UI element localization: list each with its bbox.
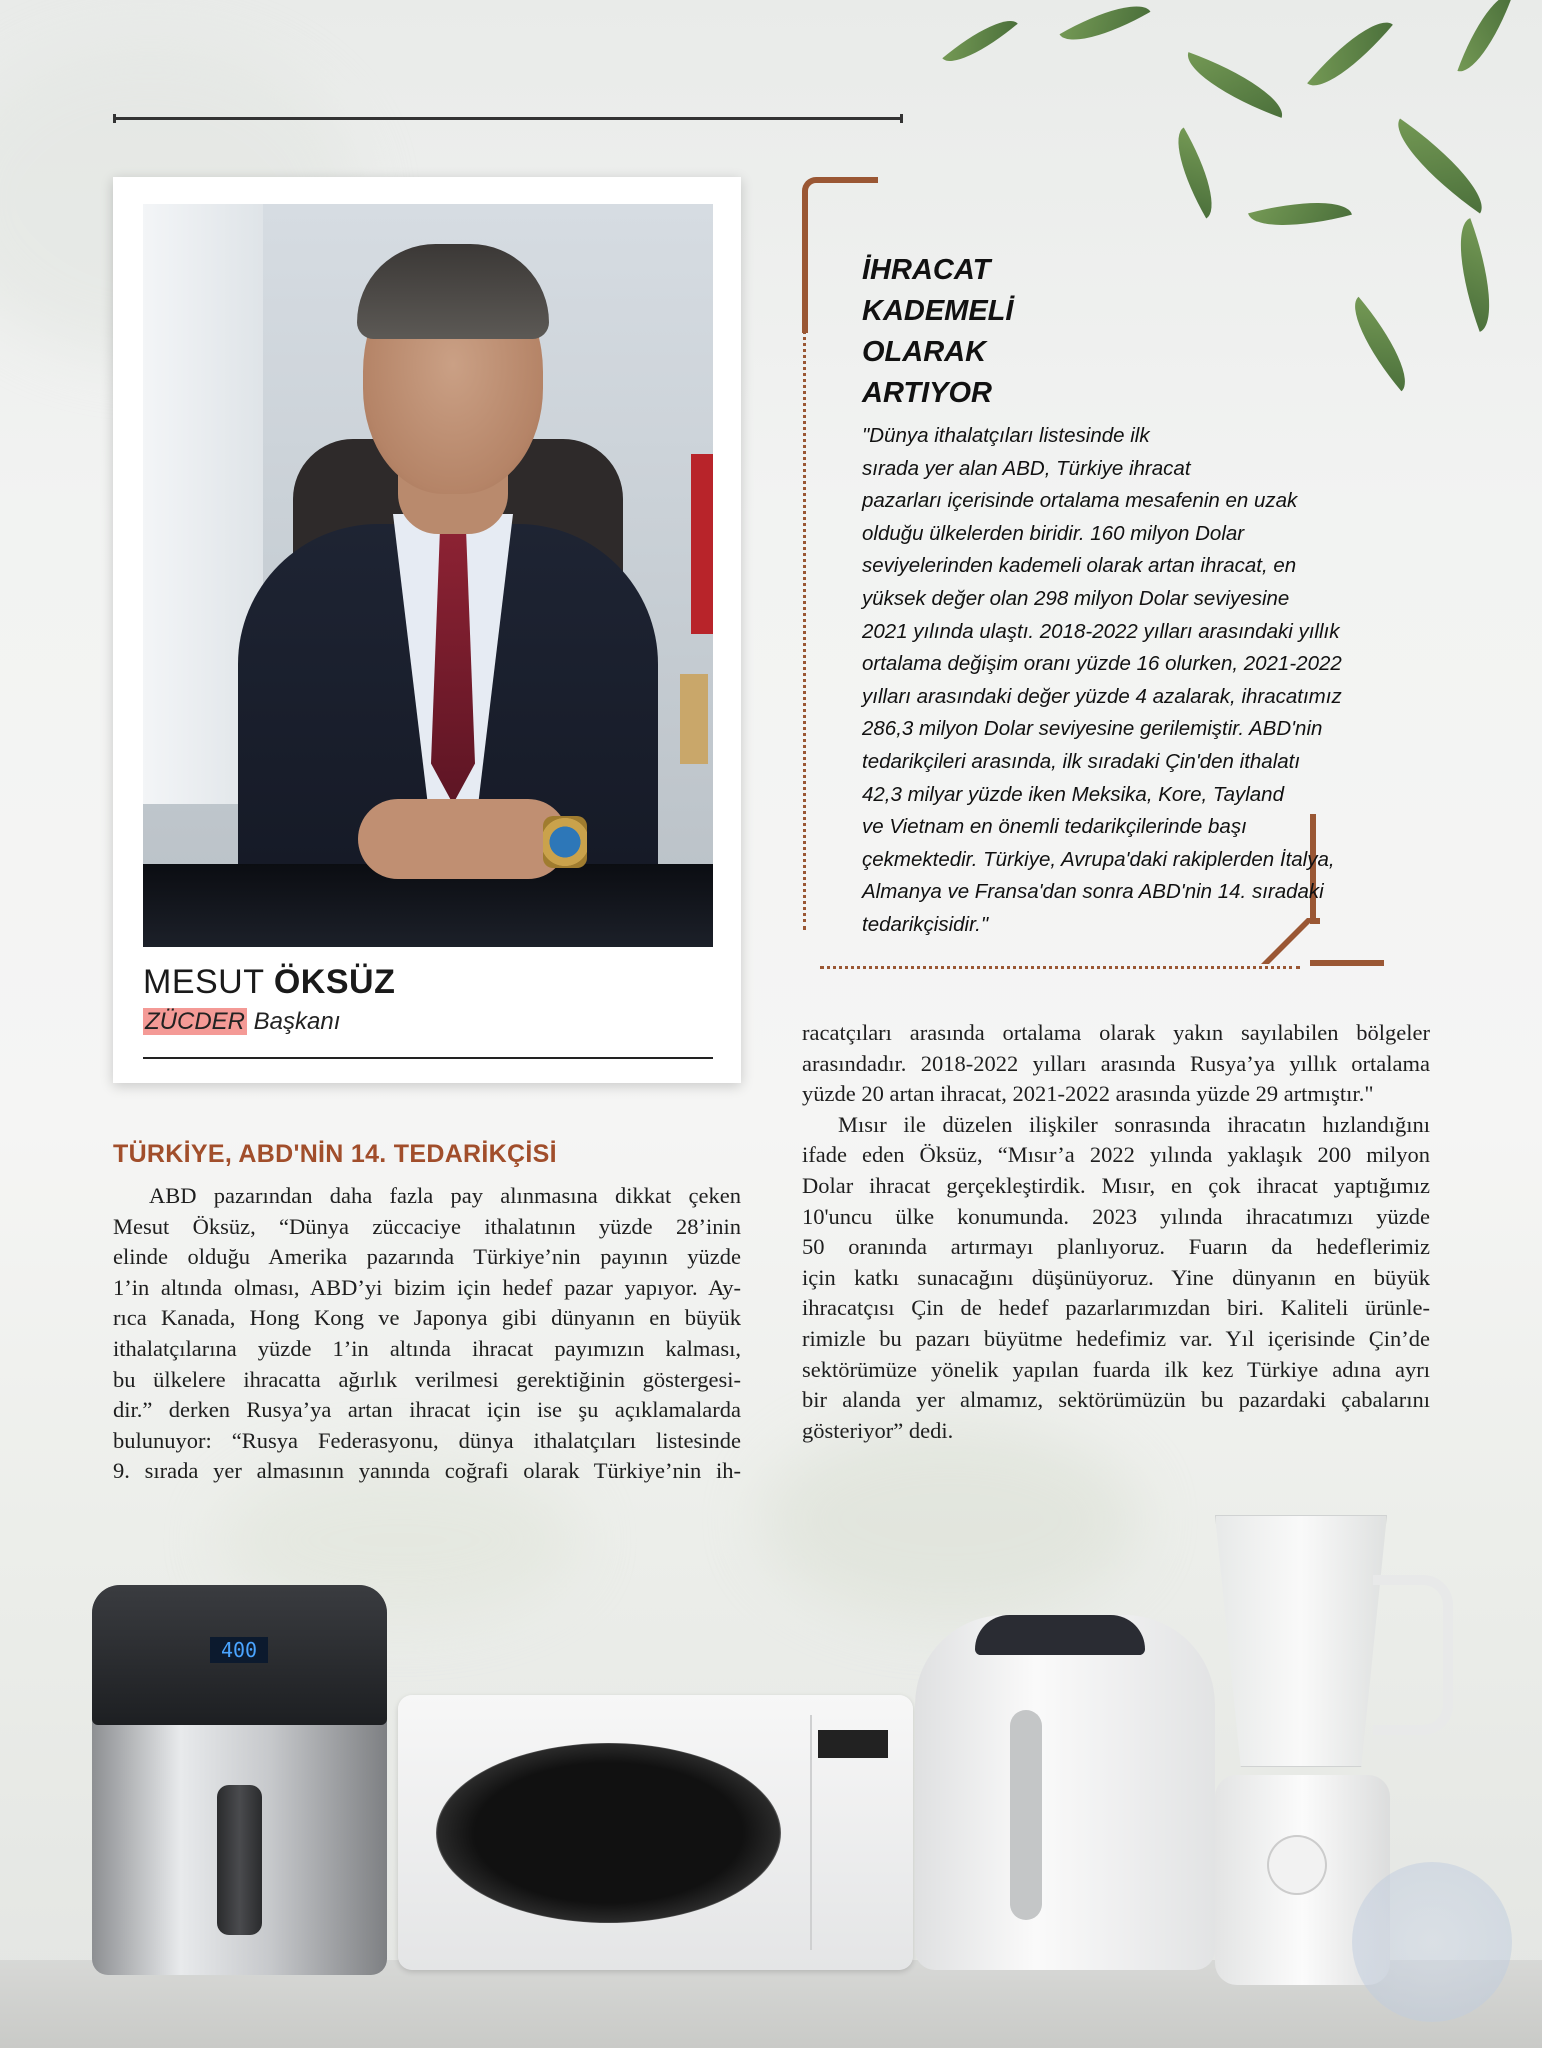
kettle-lid bbox=[975, 1615, 1145, 1655]
paragraph-line: 9. sırada yer almasının yanında coğrafi olarak Türkiye’nin ih- bbox=[113, 1458, 741, 1484]
paragraph-line: Dolar ihracat gerçekleştirdik. Mısır, en çok ihracat yaptığımız bbox=[802, 1172, 1430, 1198]
leaf bbox=[1248, 188, 1352, 241]
paragraph-line: 50 oranında artırmayı planlıyoruz. Fuarın da hedeflerimiz bbox=[802, 1234, 1430, 1260]
paragraph-line: Mesut Öksüz, “Dünya züccaciye ithalatının yüzde 28’inin bbox=[113, 1213, 741, 1239]
paragraph-line: arasındadır. 2018-2022 yılları arasında Rusya’ya yıllık ortalama bbox=[802, 1050, 1430, 1076]
leaf bbox=[1457, 0, 1512, 80]
organization-name: ZÜCDER bbox=[145, 1008, 245, 1035]
watermark-logo bbox=[1352, 1862, 1512, 2022]
quote-line: "Dünya ithalatçıları listesinde ilk bbox=[862, 424, 1150, 447]
leaf bbox=[1442, 218, 1508, 332]
card-divider bbox=[143, 1057, 713, 1059]
article-heading: TÜRKİYE, ABD'NİN 14. TEDARİKÇİSİ bbox=[113, 1140, 557, 1168]
kettle-image bbox=[915, 1615, 1215, 1970]
quote-dotted-bottom bbox=[820, 966, 1300, 969]
sidebar-title-line: ARTIYOR bbox=[862, 377, 992, 409]
sidebar-title-line: KADEMELİ bbox=[862, 295, 1014, 327]
paragraph-line: gösteriyor” dedi. bbox=[802, 1417, 954, 1443]
quote-line: seviyelerinden kademeli olarak artan ihracat, en bbox=[862, 554, 1297, 578]
quote-line: 286,3 milyon Dolar seviyesine gerilemiştir. ABD'nin bbox=[862, 717, 1323, 741]
leaf bbox=[1178, 52, 1292, 118]
paragraph-line: rıca Kanada, Hong Kong ve Japonya gibi dünyanın en büyük bbox=[113, 1305, 741, 1331]
quote-dotted-left bbox=[803, 330, 806, 930]
sidebar-title-line: OLARAK bbox=[862, 336, 987, 368]
air-fryer-image bbox=[92, 1585, 387, 1975]
quote-line: yüksek değer olan 298 milyon Dolar seviyesine bbox=[862, 586, 1290, 610]
paragraph-line: ABD pazarından daha fazla pay alınmasına dikkat çeken bbox=[149, 1183, 741, 1208]
article-column-left bbox=[113, 1181, 741, 1487]
paragraph-line: bu ülkelere ihracatta ağırlık verilmesi gerektiğinin göstergesi- bbox=[113, 1366, 741, 1392]
microwave-door bbox=[436, 1743, 781, 1923]
quote-line: olduğu ülkelerden biridir. 160 milyon Dolar bbox=[862, 521, 1245, 545]
quote-line: pazarları içerisinde ortalama mesafenin en uzak bbox=[862, 489, 1298, 513]
leaf bbox=[1161, 128, 1229, 219]
microwave-display bbox=[818, 1730, 888, 1758]
paragraph-line: 10'uncu ülke konumunda. 2023 yılında ihracatımızı yüzde bbox=[802, 1203, 1430, 1229]
microwave-image bbox=[398, 1695, 913, 1970]
paragraph-line: dir.” derken Rusya’ya artan ihracat için ise şu açıklamalarda bbox=[113, 1397, 741, 1423]
fryer-handle bbox=[217, 1785, 262, 1935]
paragraph-line: 1’in altında olması, ABD’yi bizim için hedef pazar yapıyor. Ay- bbox=[113, 1274, 741, 1300]
sidebar-title-line: İHRACAT bbox=[862, 254, 991, 286]
kettle-water-gauge bbox=[1010, 1710, 1042, 1920]
quote-line: 2021 yılında ulaştı. 2018-2022 yılları arasındaki yıllık bbox=[862, 619, 1340, 643]
quote-line: çekmektedir. Türkiye, Avrupa'daki rakiplerden İtalya, bbox=[862, 847, 1335, 871]
person-role bbox=[143, 1008, 340, 1036]
paragraph-line: ihracatçısı Çin de hedef pazarlarımızdan biri. Kaliteli ürünle- bbox=[802, 1295, 1430, 1321]
profile-card bbox=[113, 177, 741, 1083]
paragraph-line: yüzde 20 artan ihracat, 2021-2022 arasında yüzde 29 artmıştır." bbox=[802, 1081, 1374, 1107]
person-name bbox=[143, 963, 395, 1002]
article-column-right bbox=[802, 1018, 1430, 1446]
quote-line: yılları arasındaki değer yüzde 4 azalarak, ihracatımız bbox=[862, 684, 1342, 708]
quote-bracket-end-solid bbox=[1310, 960, 1384, 966]
quote-line: ve Vietnam en önemli tedarikçilerinde başı bbox=[862, 815, 1247, 839]
quote-line: Almanya ve Fransa'dan sonra ABD'nin 14. sıradaki bbox=[862, 880, 1324, 904]
quote-line: tedarikçisidir." bbox=[862, 912, 989, 936]
paragraph-line: Mısır ile düzelen ilişkiler sonrasında ihracatın hızlandığını bbox=[838, 1111, 1430, 1137]
paragraph-line: için katkı sunacağını düşünüyoruz. Yine dünyanın en büyük bbox=[802, 1264, 1430, 1290]
sidebar-quote bbox=[862, 420, 1382, 942]
quote-line: 42,3 milyar yüzde iken Meksika, Kore, Tayland bbox=[862, 782, 1284, 806]
leaf bbox=[1337, 297, 1423, 392]
paragraph-line: bulunuyor: “Rusya Federasyonu, dünya ithalatçıları listesinde bbox=[113, 1427, 741, 1453]
leaf bbox=[1307, 7, 1393, 102]
quote-line: ortalama değişim oranı yüzde 16 olurken, 2021-2022 bbox=[862, 652, 1342, 676]
leaf bbox=[1382, 118, 1499, 213]
top-rule bbox=[113, 117, 903, 120]
paragraph-line: elinde olduğu Amerika pazarında Türkiye’nin payının yüzde bbox=[113, 1244, 741, 1270]
leaf bbox=[942, 7, 1017, 75]
paragraph-line: racatçıları arasında ortalama olarak yakın sayılabilen bölgeler bbox=[802, 1020, 1430, 1045]
microwave-divider bbox=[810, 1715, 812, 1950]
quote-line: sırada yer alan ABD, Türkiye ihracat bbox=[862, 456, 1191, 480]
portrait-photo bbox=[143, 204, 713, 947]
blender-knob bbox=[1267, 1835, 1327, 1895]
role-title: Başkanı bbox=[253, 1008, 341, 1035]
blender-handle bbox=[1373, 1575, 1453, 1735]
first-name: MESUT bbox=[143, 963, 264, 1001]
background-bokeh bbox=[760, 1420, 1140, 1620]
last-name: ÖKSÜZ bbox=[273, 963, 396, 1001]
sidebar-title bbox=[862, 250, 1013, 414]
quote-line: tedarikçileri arasında, ilk sıradaki Çin'den ithalatı bbox=[862, 749, 1301, 773]
paragraph-line: ifade eden Öksüz, “Mısır’a 2022 yılında yaklaşık 200 milyon bbox=[802, 1142, 1430, 1168]
paragraph-line: bir alanda yer almamız, sektörümüzün bu pazardaki çabalarını bbox=[802, 1387, 1430, 1413]
paragraph-line: sektörümüze yönelik yapılan fuarda ilk kez Türkiye adına ayrı bbox=[802, 1356, 1430, 1382]
fryer-display: 400 bbox=[210, 1637, 268, 1663]
paragraph-line: rimizle bu pazarı büyütme hedefimiz var. Yıl içerisinde Çin’de bbox=[802, 1325, 1430, 1351]
paragraph-line: ithalatçılarına yüzde 1’in altında ihracat payımızın kalması, bbox=[113, 1335, 741, 1361]
leaf bbox=[1060, 0, 1151, 57]
blender-jar bbox=[1215, 1515, 1387, 1767]
